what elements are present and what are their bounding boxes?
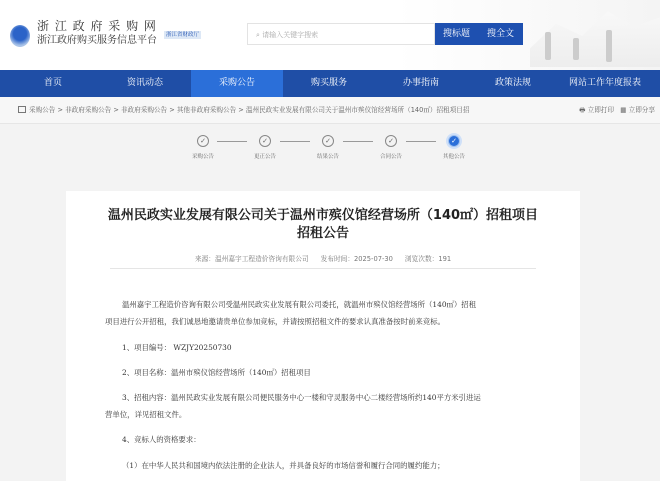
- site-name[interactable]: 浙 江 政 府 采 购 网: [37, 19, 157, 33]
- qr-share-icon[interactable]: ▦: [620, 106, 627, 114]
- department-badge: 浙江省财政厅: [166, 32, 200, 38]
- breadcrumb: 采购公告 > 非政府采购公告 > 非政府采购公告 > 其他非政府采购公告 > 温州民政实业发展有限公司关于温州市殡仪馆经营场所（140㎡）招租项目招: [0, 97, 660, 124]
- project-number: 1、项目编号： WZJY20250730: [122, 343, 232, 352]
- print-button[interactable]: 立即打印: [587, 106, 614, 114]
- nav-services[interactable]: 购买服务: [310, 78, 347, 88]
- page-actions: [579, 97, 655, 124]
- publish-date: 发布时间：2025-07-30: [320, 255, 393, 263]
- main-nav: [0, 70, 660, 97]
- pagoda-decoration: [606, 30, 612, 62]
- paragraph: 4、竞标人的资格要求：: [122, 435, 201, 444]
- paragraph: （1）在中华人民共和国境内依法注册的企业法人，并具备良好的市场信誉和履行合同的履约能力；: [122, 461, 445, 470]
- search-input[interactable]: ⌕ 请输入关键字搜索: [247, 23, 435, 45]
- article-title: 温州民政实业发展有限公司关于温州市殡仪馆经营场所（140㎡）招租项目: [107, 208, 539, 223]
- step-procurement[interactable]: ✓ 采购公告: [191, 137, 214, 160]
- view-count: 浏览次数：191: [404, 255, 452, 263]
- nav-annual-report[interactable]: 网站工作年度报表: [568, 78, 641, 88]
- paragraph: 项目进行公开招租，我们诚恳地邀请贵单位参加竞标，并请按照招租文件的要求认真准备按时前来竞标。: [105, 317, 445, 326]
- project-name: 2、项目名称：温州市殡仪馆经营场所（140㎡）招租项目: [122, 368, 311, 377]
- article-meta: [66, 253, 580, 263]
- nav-policy[interactable]: 政策法规: [494, 78, 531, 88]
- paragraph: 3、招租内容：温州民政实业发展有限公司便民服务中心一楼和守灵服务中心二楼经营场所约140平方米引进运: [122, 393, 481, 402]
- header: [0, 0, 660, 70]
- step-connector: [343, 141, 373, 142]
- search-title-button[interactable]: 搜标题: [435, 23, 478, 45]
- divider: [110, 268, 536, 269]
- article-title-line2: 招租公告: [296, 226, 349, 241]
- logo-icon[interactable]: [10, 25, 30, 47]
- check-icon: ✓: [197, 135, 209, 147]
- print-icon[interactable]: 🖶: [579, 106, 586, 114]
- announcement-steps: [183, 135, 473, 165]
- pagoda-decoration: [573, 38, 579, 60]
- check-icon: ✓: [322, 135, 334, 147]
- check-icon: ✓: [259, 135, 271, 147]
- nav-procurement[interactable]: 采购公告: [191, 70, 283, 97]
- search-fulltext-button[interactable]: 搜全文: [478, 23, 523, 45]
- paragraph: 温州嘉宇工程造价咨询有限公司受温州民政实业发展有限公司委托，就温州市殡仪馆经营场所（140㎡）招租: [122, 300, 477, 309]
- nav-guide[interactable]: 办事指南: [402, 78, 439, 88]
- paragraph: 营单位，详见招租文件。: [105, 410, 187, 419]
- step-contract[interactable]: ✓ 合同公告: [379, 137, 402, 160]
- step-connector: [280, 141, 310, 142]
- check-icon: ✓: [385, 135, 397, 147]
- site-subtitle: 浙江政府购买服务信息平台: [37, 35, 157, 46]
- step-connector: [217, 141, 247, 142]
- search-icon: ⌕: [256, 31, 263, 39]
- nav-news[interactable]: 资讯动态: [126, 78, 163, 88]
- step-correction[interactable]: ✓ 更正公告: [253, 137, 276, 160]
- step-result[interactable]: ✓ 结果公告: [316, 137, 339, 160]
- share-button[interactable]: 立即分享: [628, 106, 655, 114]
- pagoda-decoration: [545, 32, 551, 60]
- nav-home[interactable]: 首页: [43, 78, 62, 88]
- source: 来源：温州嘉宇工程造价咨询有限公司: [194, 255, 309, 263]
- home-icon[interactable]: [18, 106, 26, 113]
- step-other[interactable]: ✓ 其他公告: [442, 137, 465, 160]
- check-icon: ✓: [448, 135, 460, 147]
- step-connector: [406, 141, 436, 142]
